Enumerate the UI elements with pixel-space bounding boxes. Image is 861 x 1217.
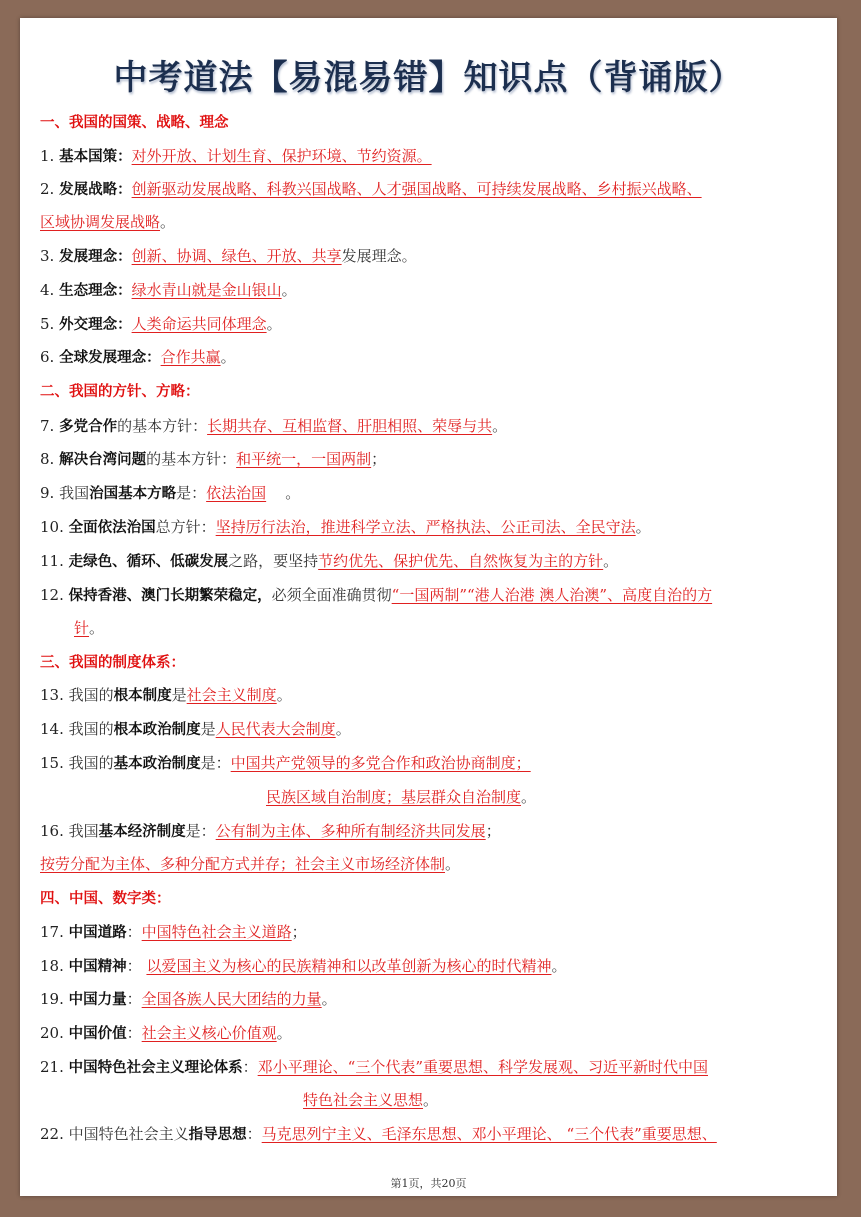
item-2: 2. 发展战略：创新驱动发展战略、科教兴国战略、人才强国战略、可持续发展战略、乡村振兴战略、 bbox=[40, 180, 702, 198]
item-8: 8. 解决台湾问题的基本方针：和平统一，一国两制； bbox=[40, 450, 387, 468]
item-1: 1. 基本国策：对外开放、计划生育、保护环境、节约资源。 bbox=[40, 147, 432, 165]
item-2-cont: 区域协调发展战略。 bbox=[40, 213, 176, 231]
item-12-cont: 针。 bbox=[74, 619, 105, 637]
item-6: 6. 全球发展理念：合作共赢。 bbox=[40, 348, 236, 366]
item-14: 14. 我国的根本政治制度是人民代表大会制度。 bbox=[40, 720, 351, 738]
item-7: 7. 多党合作的基本方针：长期共存、互相监督、肝胆相照、荣辱与共。 bbox=[40, 417, 508, 435]
section-heading-4: 四、中国、数字类： bbox=[40, 891, 171, 907]
item-16: 16. 我国基本经济制度是：公有制为主体、多种所有制经济共同发展； bbox=[40, 822, 501, 840]
item-15: 15. 我国的基本政治制度是：中国共产党领导的多党合作和政治协商制度； bbox=[40, 754, 531, 772]
item-9: 9. 我国治国基本方略是：依法治国 。 bbox=[40, 484, 301, 502]
item-11: 11. 走绿色、循环、低碳发展之路，要坚持节约优先、保护优先、自然恢复为主的方针。 bbox=[40, 552, 619, 570]
item-21-cont: 特色社会主义思想。 bbox=[303, 1091, 439, 1109]
item-4: 4. 生态理念：绿水青山就是金山银山。 bbox=[40, 281, 297, 299]
item-21: 21. 中国特色社会主义理论体系：邓小平理论、“三个代表”重要思想、科学发展观、习近平新时代中国 bbox=[40, 1058, 708, 1076]
item-16-cont: 按劳分配为主体、多种分配方式并存；社会主义市场经济体制。 bbox=[40, 855, 461, 873]
item-5: 5. 外交理念：人类命运共同体理念。 bbox=[40, 315, 282, 333]
item-18: 18. 中国精神： 以爱国主义为核心的民族精神和以改革创新为核心的时代精神。 bbox=[40, 957, 567, 975]
section-heading-1: 一、我国的国策、战略、理念 bbox=[40, 115, 229, 131]
item-22: 22. 中国特色社会主义指导思想：马克思列宁主义、毛泽东思想、邓小平理论、 “三个代表”重要思想、 bbox=[40, 1125, 717, 1143]
item-12: 12. 保持香港、澳门长期繁荣稳定，必须全面准确贯彻“一国两制”“港人治港 澳人治澳”、高度自治的方 bbox=[40, 586, 713, 604]
item-13: 13. 我国的根本制度是社会主义制度。 bbox=[40, 686, 292, 704]
item-19: 19. 中国力量：全国各族人民大团结的力量。 bbox=[40, 990, 337, 1008]
page-footer: 第1页，共20页 bbox=[390, 1177, 467, 1190]
item-3: 3. 发展理念：创新、协调、绿色、开放、共享发展理念。 bbox=[40, 247, 417, 265]
item-15-cont: 民族区域自治制度；基层群众自治制度。 bbox=[266, 788, 537, 806]
item-17: 17. 中国道路：中国特色社会主义道路； bbox=[40, 923, 307, 941]
section-heading-3: 三、我国的制度体系： bbox=[40, 655, 185, 671]
section-heading-2: 二、我国的方针、方略： bbox=[40, 384, 200, 400]
document-page bbox=[20, 18, 837, 1196]
page-title: 中考道法【易混易错】知识点（背诵版） bbox=[113, 58, 744, 98]
item-20: 20. 中国价值：社会主义核心价值观。 bbox=[40, 1024, 292, 1042]
item-10: 10. 全面依法治国总方针：坚持厉行法治，推进科学立法、严格执法、公正司法、全民守法。 bbox=[40, 518, 651, 536]
